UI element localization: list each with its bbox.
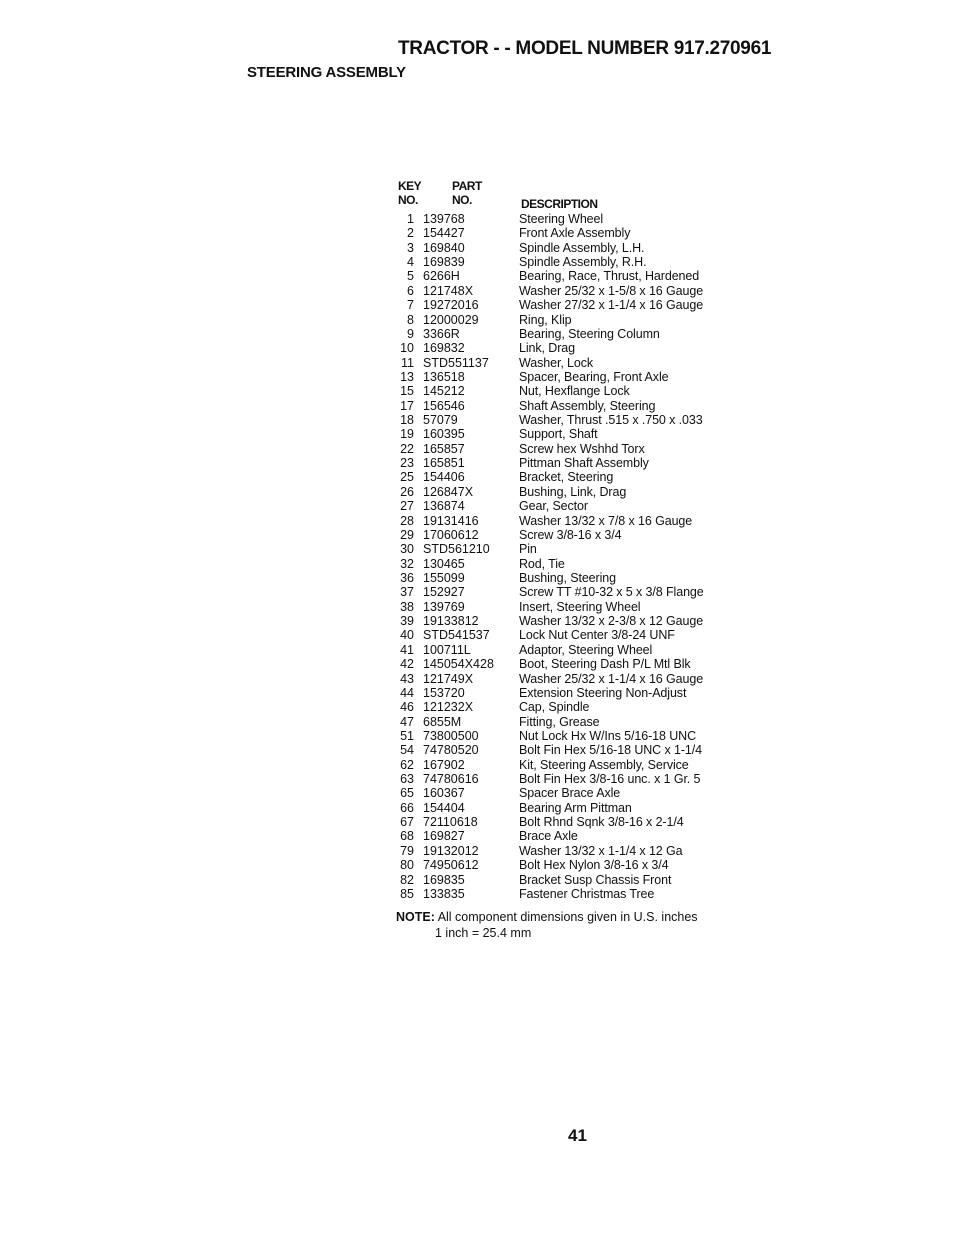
part-key-number: 13: [400, 369, 414, 384]
part-description: Spindle Assembly, R.H.: [519, 255, 647, 270]
part-number: 19132012: [423, 843, 479, 858]
part-row: [396, 700, 736, 714]
part-key-number: 9: [407, 326, 414, 341]
part-key-number: 26: [400, 484, 414, 499]
part-key-number: 19: [400, 427, 414, 442]
part-number: STD561210: [423, 542, 490, 557]
part-key-number: 25: [400, 470, 414, 485]
part-key-number: 5: [407, 269, 414, 284]
part-key-number: 85: [400, 886, 414, 901]
part-key-number: 29: [400, 527, 414, 542]
part-key-number: 23: [400, 456, 414, 471]
part-key-number: 67: [400, 815, 414, 830]
part-description: Nut, Hexflange Lock: [519, 384, 630, 399]
part-description: Ring, Klip: [519, 312, 572, 327]
part-row: [396, 499, 736, 513]
part-key-number: 3: [407, 240, 414, 255]
part-description: Bearing, Steering Column: [519, 326, 660, 341]
part-row: [396, 873, 736, 887]
part-key-number: 22: [400, 441, 414, 456]
part-key-number: 7: [407, 298, 414, 313]
part-row: [396, 743, 736, 757]
section-title: STEERING ASSEMBLY: [247, 64, 406, 81]
part-row: [396, 514, 736, 528]
part-number: 130465: [423, 556, 465, 571]
part-key-number: 8: [407, 312, 414, 327]
part-row: [396, 370, 736, 384]
part-description: Cap, Spindle: [519, 700, 590, 715]
page-title: TRACTOR - - MODEL NUMBER 917.270961: [398, 38, 772, 59]
part-row: [396, 571, 736, 585]
part-row: [396, 528, 736, 542]
part-description: Spindle Assembly, L.H.: [519, 240, 645, 255]
part-description: Shaft Assembly, Steering: [519, 398, 656, 413]
part-key-number: 11: [401, 355, 414, 370]
part-number: 19131416: [423, 513, 479, 528]
part-row: [396, 456, 736, 470]
part-description: Boot, Steering Dash P/L Mtl Blk: [519, 657, 691, 672]
part-description: Washer, Lock: [519, 355, 594, 370]
part-description: Bushing, Link, Drag: [519, 484, 627, 499]
part-row: [396, 356, 736, 370]
part-description: Support, Shaft: [519, 427, 598, 442]
part-row: [396, 786, 736, 800]
part-column-header-top: PART: [452, 179, 482, 193]
part-number: 169832: [423, 341, 465, 356]
part-key-number: 28: [400, 513, 414, 528]
unit-conversion: 1 inch = 25.4 mm: [435, 926, 532, 940]
part-key-number: 62: [400, 757, 414, 772]
part-key-number: 17: [400, 398, 414, 413]
part-key-number: 10: [400, 341, 414, 356]
part-number: 74780616: [423, 772, 479, 787]
part-row: [396, 384, 736, 398]
part-number: 74950612: [423, 858, 479, 873]
part-number: 121749X: [423, 671, 474, 686]
part-row: [396, 269, 736, 283]
part-row: [396, 470, 736, 484]
part-number: 136518: [423, 369, 465, 384]
part-description: Bolt Fin Hex 3/8-16 unc. x 1 Gr. 5: [519, 772, 701, 787]
part-key-number: 68: [400, 829, 414, 844]
note-text: All component dimensions given in U.S. inches: [437, 910, 698, 924]
part-description: Steering Wheel: [519, 212, 604, 226]
part-number: 153720: [423, 685, 465, 700]
part-key-number: 43: [400, 671, 414, 686]
part-description: Bearing Arm Pittman: [519, 800, 632, 815]
part-description: Bearing, Race, Thrust, Hardened: [519, 269, 700, 284]
part-key-number: 66: [400, 800, 414, 815]
part-column-header-bottom: NO.: [452, 193, 472, 207]
part-number: 3366R: [423, 326, 460, 341]
part-key-number: 65: [400, 786, 414, 801]
part-key-number: 51: [400, 728, 414, 743]
part-key-number: 15: [400, 384, 414, 399]
key-column-header-top: KEY: [398, 179, 422, 193]
part-row: [396, 255, 736, 269]
key-column-header-bottom: NO.: [398, 193, 418, 207]
part-key-number: 63: [400, 772, 414, 787]
part-description: Washer 13/32 x 1-1/4 x 12 Ga: [519, 843, 683, 858]
part-key-number: 54: [400, 743, 414, 758]
part-description: Bushing, Steering: [519, 570, 616, 585]
part-number: 6266H: [423, 269, 460, 284]
part-number: 6855M: [423, 714, 462, 729]
part-row: [396, 600, 736, 614]
part-row: [396, 672, 736, 686]
part-number: 73800500: [423, 728, 479, 743]
part-row: [396, 772, 736, 786]
part-description: Washer 27/32 x 1-1/4 x 16 Gauge: [519, 298, 704, 313]
part-key-number: 36: [400, 570, 414, 585]
part-number: 121748X: [423, 283, 474, 298]
part-number: 169839: [423, 255, 465, 270]
part-row: [396, 399, 736, 413]
part-number: 139769: [423, 599, 465, 614]
note-label: NOTE:: [396, 910, 435, 924]
part-number: 169835: [423, 872, 465, 887]
part-key-number: 42: [400, 657, 414, 672]
part-key-number: 4: [407, 255, 414, 270]
part-description: Bolt Hex Nylon 3/8-16 x 3/4: [519, 858, 669, 873]
part-row: [396, 442, 736, 456]
part-description: Extension Steering Non-Adjust: [519, 685, 687, 700]
part-row: [396, 844, 736, 858]
part-description: Bracket, Steering: [519, 470, 614, 485]
part-key-number: 39: [400, 614, 414, 629]
parts-list: [396, 212, 736, 901]
part-row: [396, 341, 736, 355]
part-row: [396, 758, 736, 772]
part-description: Insert, Steering Wheel: [519, 599, 641, 614]
part-number: 133835: [423, 886, 465, 901]
part-description: Bracket Susp Chassis Front: [519, 872, 672, 887]
part-description: Pin: [519, 542, 537, 557]
part-number: 154427: [423, 226, 465, 241]
part-number: 154404: [423, 800, 465, 815]
part-description: Front Axle Assembly: [519, 226, 631, 241]
part-row: [396, 327, 736, 341]
part-key-number: 79: [400, 843, 414, 858]
part-number: 152927: [423, 585, 465, 600]
part-number: 165857: [423, 441, 465, 456]
part-row: [396, 413, 736, 427]
part-number: 100711L: [423, 642, 471, 657]
page-number: 41: [568, 1126, 587, 1145]
part-number: 160367: [423, 786, 465, 801]
part-number: 155099: [423, 570, 465, 585]
part-key-number: 27: [400, 499, 414, 514]
part-number: 154406: [423, 470, 465, 485]
part-number: 57079: [423, 413, 458, 428]
part-number: 74780520: [423, 743, 479, 758]
part-description: Brace Axle: [519, 829, 578, 844]
part-key-number: 80: [400, 858, 414, 873]
part-key-number: 82: [400, 872, 414, 887]
part-key-number: 44: [400, 685, 414, 700]
part-key-number: 40: [400, 628, 414, 643]
part-description: Nut Lock Hx W/Ins 5/16-18 UNC: [519, 728, 697, 743]
part-row: [396, 284, 736, 298]
part-description: Screw hex Wshhd Torx: [519, 441, 645, 456]
part-description: Pittman Shaft Assembly: [519, 456, 649, 471]
part-description: Gear, Sector: [519, 499, 588, 514]
part-key-number: 47: [400, 714, 414, 729]
part-description: Washer 13/32 x 7/8 x 16 Gauge: [519, 513, 693, 528]
part-description: Spacer, Bearing, Front Axle: [519, 369, 669, 384]
part-row: [396, 557, 736, 571]
part-row: [396, 313, 736, 327]
part-number: 17060612: [423, 527, 479, 542]
part-number: 126847X: [423, 484, 474, 499]
part-row: [396, 226, 736, 240]
part-description: Washer 13/32 x 2-3/8 x 12 Gauge: [519, 614, 704, 629]
part-row: [396, 628, 736, 642]
part-number: 160395: [423, 427, 465, 442]
part-number: 156546: [423, 398, 465, 413]
part-number: 167902: [423, 757, 465, 772]
part-description: Spacer Brace Axle: [519, 786, 621, 801]
part-number: 121232X: [423, 700, 474, 715]
part-key-number: 46: [400, 700, 414, 715]
part-key-number: 37: [400, 585, 414, 600]
part-row: [396, 801, 736, 815]
part-row: [396, 298, 736, 312]
part-number: 145212: [423, 384, 465, 399]
part-number: 145054X428: [423, 657, 494, 672]
part-key-number: 6: [407, 283, 414, 298]
part-row: [396, 241, 736, 255]
part-key-number: 32: [400, 556, 414, 571]
part-description: Washer, Thrust .515 x .750 x .033: [519, 413, 703, 428]
part-row: [396, 427, 736, 441]
part-number: 169827: [423, 829, 465, 844]
part-row: [396, 614, 736, 628]
part-row: [396, 657, 736, 671]
description-column-header: DESCRIPTION: [521, 197, 598, 211]
part-row: [396, 585, 736, 599]
part-key-number: 2: [407, 226, 414, 241]
part-number: 169840: [423, 240, 465, 255]
part-row: [396, 485, 736, 499]
part-number: 19272016: [423, 298, 479, 313]
part-key-number: 30: [400, 542, 414, 557]
part-row: [396, 686, 736, 700]
part-description: Bolt Fin Hex 5/16-18 UNC x 1-1/4: [519, 743, 702, 758]
part-description: Rod, Tie: [519, 556, 565, 571]
part-row: [396, 542, 736, 556]
part-description: Adaptor, Steering Wheel: [519, 642, 653, 657]
part-description: Fitting, Grease: [519, 714, 600, 729]
part-description: Fastener Christmas Tree: [519, 886, 655, 901]
part-description: Washer 25/32 x 1-1/4 x 16 Gauge: [519, 671, 704, 686]
part-number: 165851: [423, 456, 465, 471]
part-row: [396, 858, 736, 872]
part-number: STD551137: [423, 355, 489, 370]
part-number: 139768: [423, 212, 465, 226]
part-description: Kit, Steering Assembly, Service: [519, 757, 689, 772]
part-number: STD541537: [423, 628, 490, 643]
part-description: Washer 25/32 x 1-5/8 x 16 Gauge: [519, 283, 704, 298]
part-row: [396, 829, 736, 843]
part-number: 19133812: [423, 614, 479, 629]
part-key-number: 18: [400, 413, 414, 428]
part-row: [396, 643, 736, 657]
part-row: [396, 729, 736, 743]
part-number: 136874: [423, 499, 465, 514]
part-description: Lock Nut Center 3/8-24 UNF: [519, 628, 675, 643]
part-description: Screw TT #10-32 x 5 x 3/8 Flange: [519, 585, 704, 600]
part-description: Screw 3/8-16 x 3/4: [519, 527, 622, 542]
part-row: [396, 715, 736, 729]
part-row: [396, 887, 736, 901]
part-description: Bolt Rhnd Sqnk 3/8-16 x 2-1/4: [519, 815, 684, 830]
part-number: 12000029: [423, 312, 479, 327]
part-description: Link, Drag: [519, 341, 575, 356]
part-key-number: 38: [400, 599, 414, 614]
part-number: 72110618: [423, 815, 478, 830]
part-key-number: 41: [400, 642, 414, 657]
dimensions-note: [396, 910, 698, 925]
part-row: [396, 815, 736, 829]
part-key-number: 1: [407, 212, 414, 226]
part-row: [396, 212, 736, 226]
